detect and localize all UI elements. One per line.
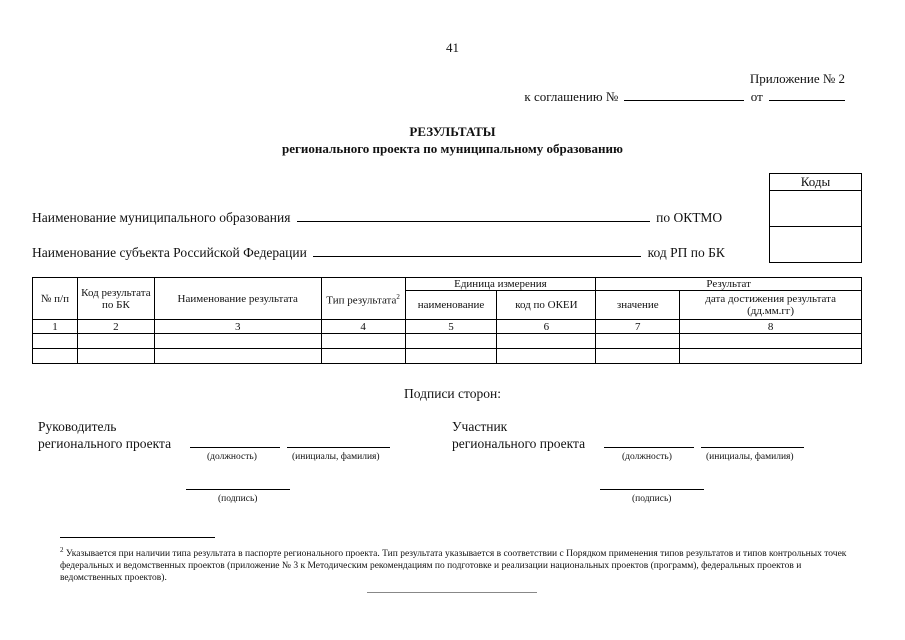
- codes-box: [769, 173, 862, 263]
- col-header-unit-name: наименование: [405, 291, 497, 320]
- col-number: 3: [154, 320, 321, 334]
- municipality-label: Наименование муниципального образования: [32, 210, 291, 225]
- right-signature-line: [600, 489, 704, 490]
- footnote: [60, 544, 850, 584]
- left-position-caption: (должность): [207, 452, 257, 462]
- right-signer-project: регионального проекта: [452, 436, 586, 451]
- col-number: 1: [33, 320, 78, 334]
- col-header-okei: код по ОКЕИ: [497, 291, 596, 320]
- rp-code-label: код РП по БК: [647, 245, 725, 260]
- municipality-field: [32, 210, 722, 226]
- left-signer-project: регионального проекта: [38, 436, 172, 451]
- document-title: РЕЗУЛЬТАТЫ: [409, 124, 496, 139]
- left-position-line: [190, 447, 280, 448]
- signatures-heading: Подписи сторон:: [404, 386, 501, 401]
- municipality-blank: [297, 220, 650, 222]
- col-header-number: № п/п: [33, 278, 78, 320]
- results-table: [32, 277, 862, 364]
- right-signer-block: [452, 418, 585, 452]
- left-signer-block: [38, 418, 171, 452]
- agreement-from: от: [750, 89, 763, 104]
- oktmo-code-cell: [770, 191, 862, 227]
- table-row: [33, 349, 862, 364]
- table-row: [33, 334, 862, 349]
- right-signer-role: Участник: [452, 419, 508, 434]
- right-position-line: [604, 447, 694, 448]
- right-signature-caption: (подпись): [632, 494, 672, 504]
- page-end-rule: [367, 592, 537, 593]
- rp-code-cell: [770, 227, 862, 263]
- agreement-prefix: к соглашению №: [524, 89, 619, 104]
- footnote-separator: [60, 537, 215, 538]
- col-header-code: Код результата по БК: [77, 278, 154, 320]
- codes-header: Коды: [770, 174, 862, 191]
- right-initials-caption: (инициалы, фамилия): [706, 452, 794, 462]
- left-initials-caption: (инициалы, фамилия): [292, 452, 380, 462]
- footnote-marker: 2: [396, 292, 400, 301]
- group-header-result: Результат: [596, 278, 862, 291]
- agreement-line: [524, 89, 845, 105]
- annex-label: Приложение № 2: [749, 71, 845, 86]
- col-number: 8: [680, 320, 862, 334]
- col-header-type: [321, 278, 405, 320]
- footnote-number: 2: [60, 546, 64, 554]
- left-signature-caption: (подпись): [218, 494, 258, 504]
- col-header-date: дата достижения результата (дд.мм.гг): [680, 291, 862, 320]
- col-number: 7: [596, 320, 680, 334]
- page-number: 41: [446, 40, 459, 55]
- right-position-caption: (должность): [622, 452, 672, 462]
- document-subtitle: регионального проекта по муниципальному образованию: [282, 141, 623, 156]
- agreement-date-blank: [769, 99, 845, 101]
- col-number: 6: [497, 320, 596, 334]
- subject-field: [32, 245, 725, 261]
- left-signature-line: [186, 489, 290, 490]
- oktmo-label: по ОКТМО: [656, 210, 723, 225]
- footnote-text: Указывается при наличии типа результата в паспорте регионального проекта. Тип результата указывается в соответствии с Порядком применения типов результатов и типов контрольных точек федеральных и ведомственных проектов (приложение № 3 к Методическим рекомендациям по подготовке и реализации национальных проектов (программ), федеральных проектов и ведомственных проектов).: [60, 549, 847, 584]
- col-header-value: значение: [596, 291, 680, 320]
- left-initials-line: [287, 447, 390, 448]
- col-number: 4: [321, 320, 405, 334]
- col-header-type-text: Тип результата: [326, 294, 397, 307]
- col-number: 2: [77, 320, 154, 334]
- subject-label: Наименование субъекта Российской Федерации: [32, 245, 307, 260]
- group-header-unit: Единица измерения: [405, 278, 596, 291]
- agreement-number-blank: [624, 99, 744, 101]
- col-header-name: Наименование результата: [154, 278, 321, 320]
- right-initials-line: [701, 447, 804, 448]
- subject-blank: [313, 255, 641, 257]
- left-signer-role: Руководитель: [38, 419, 117, 434]
- col-number: 5: [405, 320, 497, 334]
